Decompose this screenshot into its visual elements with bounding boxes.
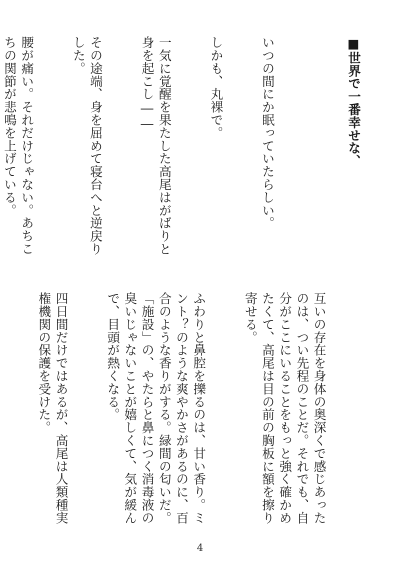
- paragraph: [0, 292, 1, 530]
- text-block-bottom: [36, 292, 362, 530]
- page-number: 4: [196, 543, 204, 554]
- paragraph: 四日間だけではあるが、高尾は人類種実権機関の保護を受けた。: [36, 292, 69, 525]
- paragraph: その途端、身を屈めて寝台へと逆戻りした。: [70, 36, 103, 256]
- paragraph: 互いの存在を身体の奥深くで感じあったのは、つい先程のことだ。それでも、自分がここにいることをもっと強く確かめたくて、高尾は目の前の胸板に額を擦り寄せる。: [242, 292, 327, 525]
- paragraph: いつの間にか眠っていたらしい。: [259, 36, 275, 230]
- paragraph: しかも、丸裸で。: [208, 36, 224, 140]
- paragraph: 一気に覚醒を果たした高尾はがばりと身を起こし――: [139, 36, 172, 256]
- section-title: ■世界で一番幸せな、: [346, 36, 361, 168]
- section-title-spacer: [310, 36, 327, 268]
- paragraph: ふわりと鼻腔を擽るのは、甘い香り。ミント？のような爽やかさがあるのに、百合のような香りがする。緑間の匂いだ。「施設」の、やたらと鼻につく消毒液の臭いじゃないことが嬉しくて、気が緩んで、目頭が熱くなる。: [105, 292, 207, 525]
- text-block-top: [1, 36, 362, 268]
- paragraph: 腰が痛い。それだけじゃない。あちこちの関節が悲鳴を上げている。: [1, 36, 35, 256]
